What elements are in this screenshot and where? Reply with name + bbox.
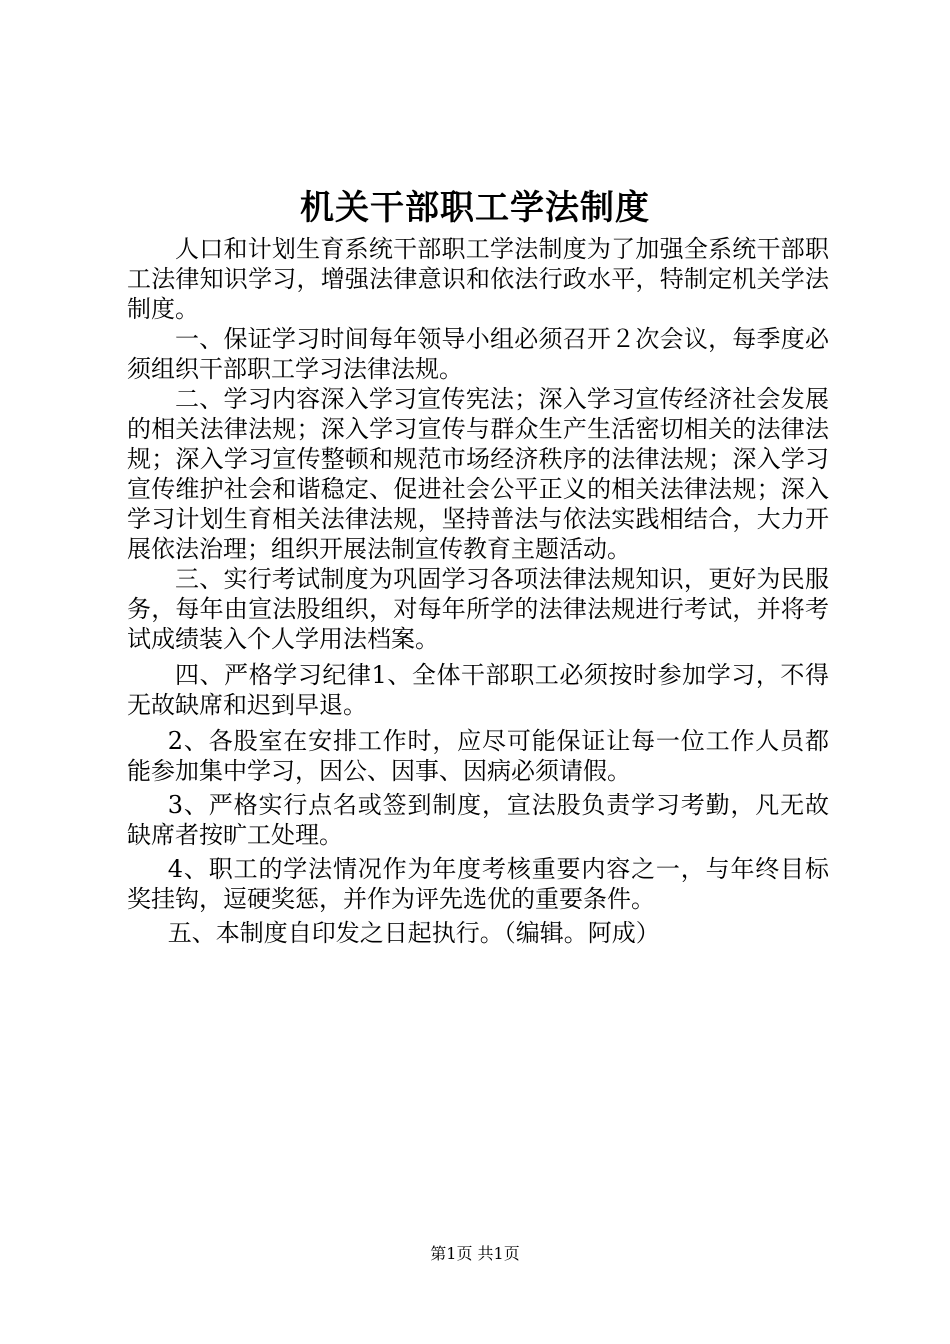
paragraph-item-4: 4、职工的学法情况作为年度考核重要内容之一，与年终目标奖挂钩，逗硬奖惩，并作为评先选优的重要条件。 (127, 855, 829, 913)
paragraph-item-2: 2、各股室在安排工作时，应尽可能保证让每一位工作人员都能参加集中学习，因公、因事、因病必须请假。 (127, 727, 829, 785)
paragraph-intro: 人口和计划生育系统干部职工学法制度为了加强全系统干部职工法律知识学习，增强法律意识和依法行政水平，特制定机关学法制度。 (127, 235, 829, 323)
paragraph-section-5: 五、本制度自印发之日起执行。（编辑。阿成） (167, 919, 660, 947)
document-title: 机关干部职工学法制度 (300, 188, 650, 228)
paragraph-section-4: 四、严格学习纪律1、全体干部职工必须按时参加学习，不得无故缺席和迟到早退。 (127, 661, 829, 719)
document-body (127, 234, 829, 948)
paragraph-section-3: 三、实行考试制度为巩固学习各项法律法规知识，更好为民服务，每年由宣法股组织，对每年所学的法律法规进行考试，并将考试成绩装入个人学用法档案。 (127, 565, 829, 653)
page-footer: 第1页 共1页 (430, 1244, 520, 1263)
paragraph-section-2: 二、学习内容深入学习宣传宪法；深入学习宣传经济社会发展的相关法律法规；深入学习宣传与群众生产生活密切相关的法律法规；深入学习宣传整顿和规范市场经济秩序的法律法规；深入学习宣传维护社会和谐稳定、促进社会公平正义的相关法律法规；深入学习计划生育相关法律法规，坚持普法与依法实践相结合，大力开展依法治理；组织开展法制宣传教育主题活动。 (127, 385, 829, 563)
paragraph-section-1: 一、保证学习时间每年领导小组必须召开２次会议，每季度必须组织干部职工学习法律法规。 (127, 325, 829, 383)
paragraph-item-3: 3、严格实行点名或签到制度，宣法股负责学习考勤，凡无故缺席者按旷工处理。 (127, 791, 829, 849)
